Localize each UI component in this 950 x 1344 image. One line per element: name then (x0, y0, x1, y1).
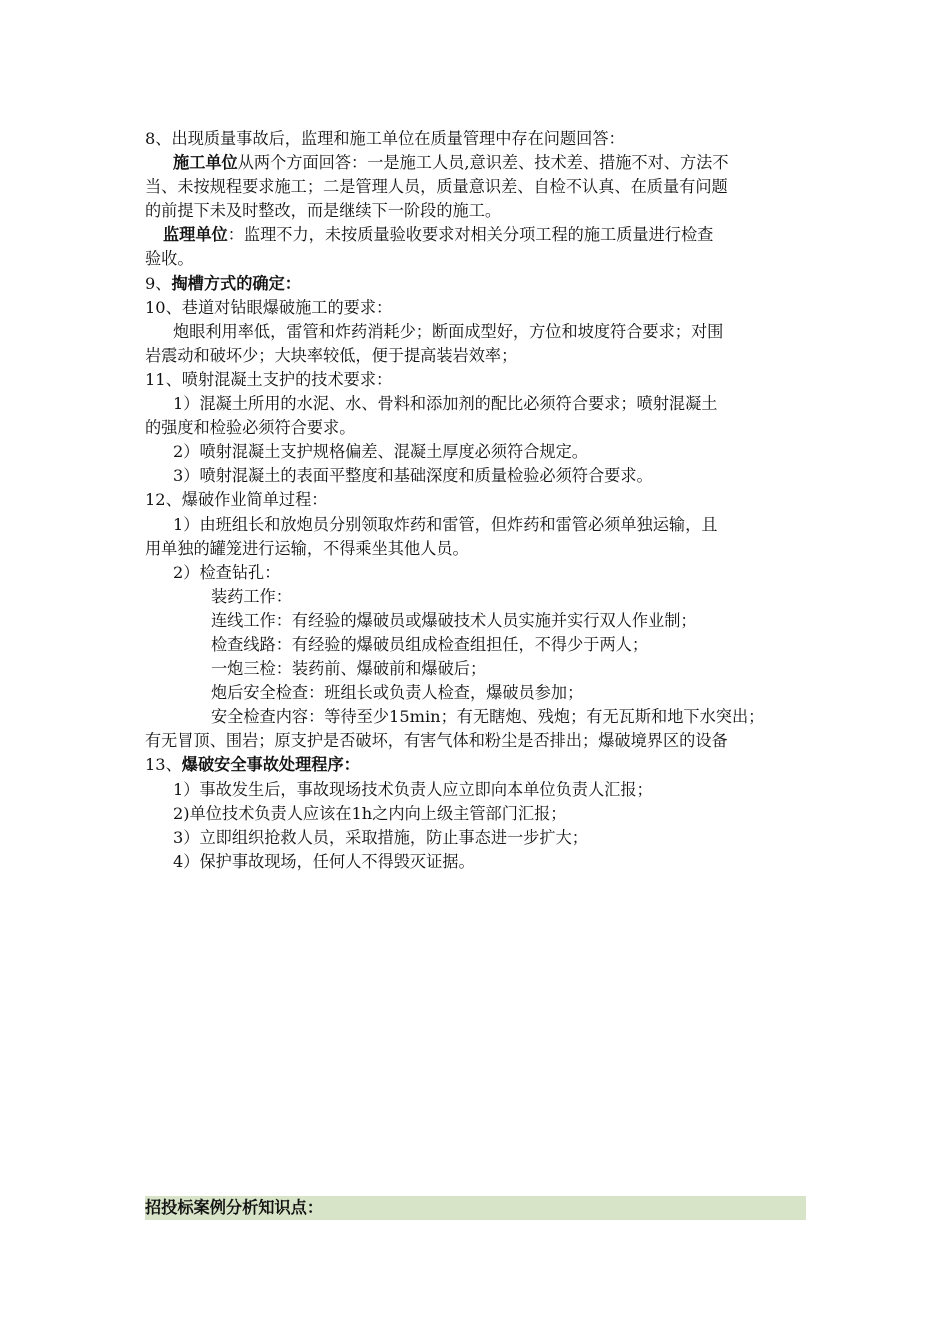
section-8-para-2: 监理单位：监理不力，未按质量验收要求对相关分项工程的施工质量进行检查 (163, 225, 714, 245)
section-8-para-2-line-2: 验收。 (145, 249, 194, 269)
section-12-item-1: 1）由班组长和放炮员分别领取炸药和雷管，但炸药和雷管必须单独运输，且 (173, 514, 718, 534)
section-8-para-1-line-2: 当、未按规程要求施工；二是管理人员，质量意识差、自检不认真、在质量有问题 (145, 177, 728, 197)
supervisor-label: 监理单位 (163, 225, 228, 245)
section-12-sub-3: 检查线路：有经验的爆破员组成检查组担任，不得少于两人； (211, 634, 649, 654)
section-11-item-2: 2）喷射混凝土支护规格偏差、混凝土厚度必须符合规定。 (173, 442, 588, 462)
section-8-para-1-line-3: 的前提下未及时整改，而是继续下一阶段的施工。 (145, 201, 502, 221)
section-8-para-1: 施工单位从两个方面回答：一是施工人员,意识差、技术差、措施不对、方法不 (173, 153, 729, 173)
section-12-sub-1: 装药工作： (211, 586, 292, 606)
section-12-sub-6: 安全检查内容：等待至少15min；有无瞎炮、残炮；有无瓦斯和地下水突出； (211, 707, 765, 727)
section-12-sub-5: 炮后安全检查：班组长或负责人检查，爆破员参加； (211, 683, 584, 703)
section-13-title: 13、爆破安全事故处理程序： (145, 755, 360, 775)
section-13-item-4: 4）保护事故现场，任何人不得毁灭证据。 (173, 851, 475, 871)
section-11-title: 11、喷射混凝土支护的技术要求： (145, 369, 393, 389)
section-13-item-1: 1）事故发生后，事故现场技术负责人应立即向本单位负责人汇报； (173, 779, 653, 799)
document-body (145, 127, 810, 874)
section-13-item-2: 2)单位技术负责人应该在1h之内向上级主管部门汇报； (173, 803, 567, 823)
section-11-item-1: 1）混凝土所用的水泥、水、骨料和添加剂的配比必须符合要求；喷射混凝土 (173, 394, 718, 414)
section-11-item-1-line-2: 的强度和检验必须符合要求。 (145, 418, 356, 438)
section-11-item-3: 3）喷射混凝土的表面平整度和基础深度和质量检验必须符合要求。 (173, 466, 653, 486)
section-9-title: 9、掏槽方式的确定： (145, 273, 301, 293)
section-13-item-3: 3）立即组织抢救人员，采取措施，防止事态进一步扩大； (173, 827, 588, 847)
section-10-line-2: 岩震动和破坏少；大块率较低，便于提高装岩效率； (145, 345, 518, 365)
section-12-sub-2: 连线工作：有经验的爆破员或爆破技术人员实施并实行双人作业制； (211, 610, 697, 630)
section-12-sub-6-line-2: 有无冒顶、围岩；原支护是否破坏，有害气体和粉尘是否排出；爆破境界区的设备 (145, 731, 728, 751)
section-12-title: 12、爆破作业简单过程： (145, 490, 328, 510)
section-12-item-1-line-2: 用单独的罐笼进行运输，不得乘坐其他人员。 (145, 538, 469, 558)
section-10-line-1: 炮眼利用率低，雷管和炸药消耗少；断面成型好，方位和坡度符合要求；对围 (173, 321, 724, 341)
contractor-label: 施工单位 (173, 153, 238, 173)
section-12-sub-4: 一炮三检：装药前、爆破前和爆破后； (211, 659, 487, 679)
section-8-title: 8、出现质量事故后，监理和施工单位在质量管理中存在问题回答： (145, 129, 625, 148)
section-10-title: 10、巷道对钻眼爆破施工的要求： (145, 297, 393, 317)
section-12-item-2: 2）检查钻孔： (173, 562, 281, 582)
footer-heading: 招投标案例分析知识点： (145, 1196, 806, 1220)
